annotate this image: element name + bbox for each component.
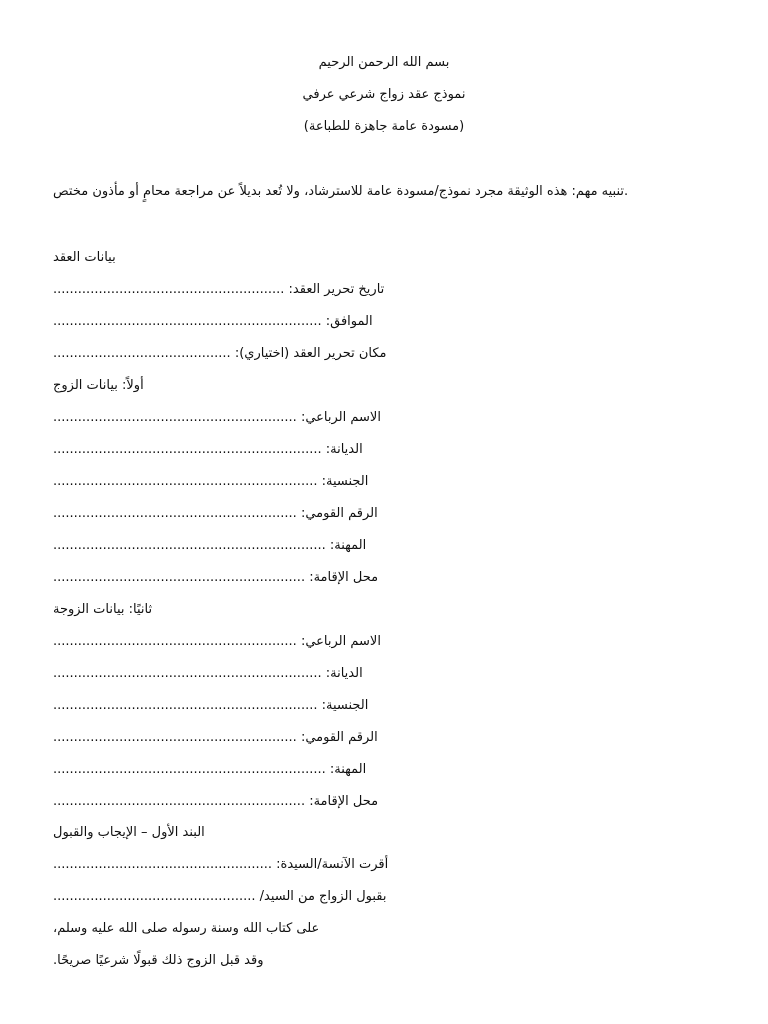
wife-national-id-field: الرقم القومي: ........................................................... [53,730,378,745]
contract-info-heading: بيانات العقد [53,250,116,265]
basmala: بسم الله الرحمن الرحيم [318,55,450,70]
contract-corresponding-field: الموافق: ................................................................. [53,314,373,329]
notice-text: تنبيه مهم: هذه الوثيقة مجرد نموذج/مسودة عامة للاسترشاد، ولا تُعد بديلاً عن مراجعة محامٍ أو مأذون مختص. [53,184,629,199]
contract-date-field: تاريخ تحرير العقد: ........................................................ [53,282,385,297]
husband-national-id-field: الرقم القومي: ........................................................... [53,506,378,521]
husband-nationality-field: الجنسية: ................................................................ [53,474,369,489]
husband-religion-field: الديانة: ................................................................. [53,442,363,457]
clause1-line-4: وقد قبل الزوج ذلك قبولًا شرعيًا صريحًا. [53,953,264,968]
wife-profession-field: المهنة: .................................................................. [53,762,367,777]
wife-heading: ثانيًا: بيانات الزوجة [53,602,153,617]
wife-nationality-field: الجنسية: ................................................................ [53,698,369,713]
husband-heading: أولاً: بيانات الزوج [53,378,144,393]
clause1-line-3: على كتاب الله وسنة رسوله صلى الله عليه وسلم، [53,921,320,936]
clause1-line-2: بقبول الزواج من السيد/ ................................................. [53,889,387,904]
husband-residence-field: محل الإقامة: ............................................................. [53,570,379,585]
wife-religion-field: الديانة: ................................................................. [53,666,363,681]
clause1-heading: البند الأول – الإيجاب والقبول [53,825,205,840]
document-subtitle: (مسودة عامة جاهزة للطباعة) [303,119,465,134]
wife-name-field: الاسم الرباعي: ........................................................... [53,634,381,649]
contract-place-field: مكان تحرير العقد (اختياري): ........................................... [53,346,387,361]
document-title: نموذج عقد زواج شرعي عرفي [302,87,466,102]
clause1-line-1: أقرت الآنسة/السيدة: ..................................................... [53,857,389,872]
wife-residence-field: محل الإقامة: ............................................................. [53,794,379,809]
husband-name-field: الاسم الرباعي: ........................................................... [53,410,381,425]
husband-profession-field: المهنة: .................................................................. [53,538,367,553]
